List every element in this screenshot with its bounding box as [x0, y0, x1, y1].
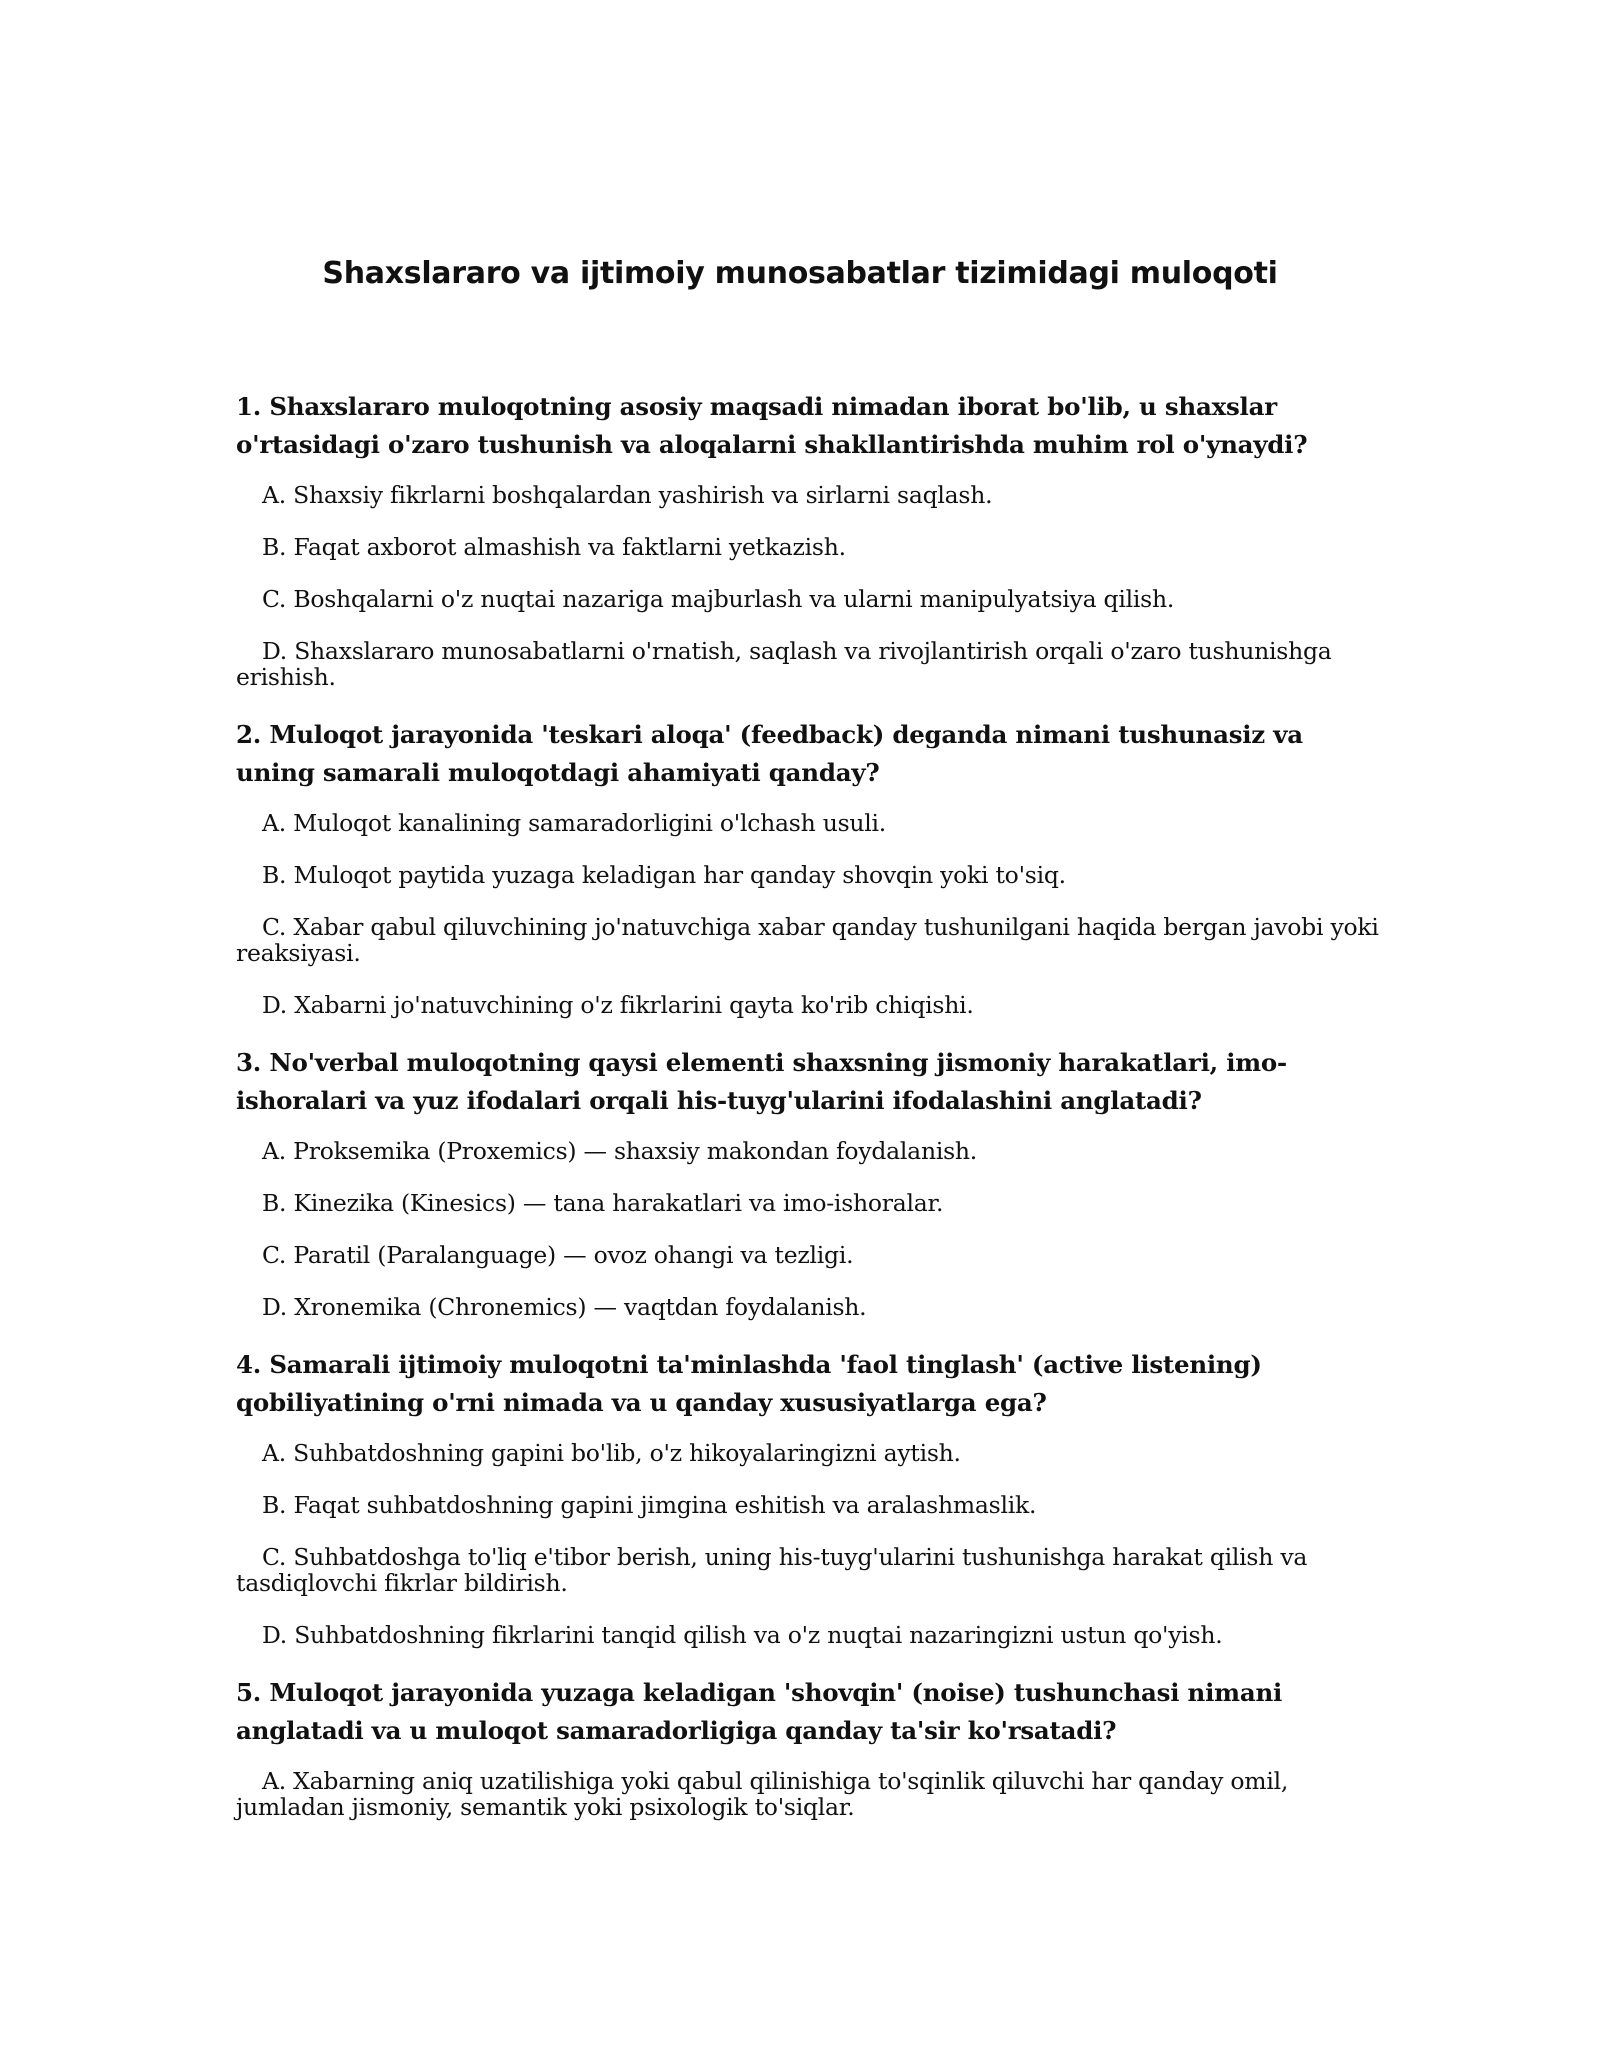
answer-option-c: C. Suhbatdoshga to'liq e'tibor berish, uning his-tuyg'ularini tushunishga harakat qilish va tasdiqlovchi fikrlar bildirish. [236, 1543, 1308, 1597]
answer-option-b: B. Kinezika (Kinesics) — tana harakatlari va imo-ishoralar. [262, 1189, 944, 1217]
answer-option-c: C. Paratil (Paralanguage) — ovoz ohangi va tezligi. [262, 1241, 854, 1269]
question-text: 1. Shaxslararo muloqotning asosiy maqsadi nimadan iborat bo'lib, u shaxslar o'rtasidagi o'zaro tushunish va aloqalarni shakllantirishda muhim rol o'ynaydi? [236, 392, 1308, 459]
question-4 [236, 1346, 1386, 1648]
question-list [236, 388, 1386, 1846]
question-2 [236, 716, 1386, 1018]
answer-option-a: A. Shaxsiy fikrlarni boshqalardan yashirish va sirlarni saqlash. [262, 481, 993, 509]
answer-option-d: D. Shaxslararo munosabatlarni o'rnatish, saqlash va rivojlantirish orqali o'zaro tushunishga erishish. [236, 637, 1332, 691]
answer-option-b: B. Faqat axborot almashish va faktlarni yetkazish. [262, 533, 846, 561]
question-text: 3. No'verbal muloqotning qaysi elementi shaxsning jismoniy harakatlari, imo-ishoralari va yuz ifodalari orqali his-tuyg'ularini ifodalashini anglatadi? [236, 1048, 1287, 1115]
answer-option-c: C. Xabar qabul qiluvchining jo'natuvchiga xabar qanday tushunilgani haqida bergan javobi yoki reaksiyasi. [236, 913, 1379, 967]
question-text: 4. Samarali ijtimoiy muloqotni ta'minlashda 'faol tinglash' (active listening) qobiliyatining o'rni nimada va u qanday xususiyatlarga ega? [236, 1350, 1262, 1417]
answer-option-b: B. Muloqot paytida yuzaga keladigan har qanday shovqin yoki to'siq. [262, 861, 1066, 889]
answer-option-a: A. Muloqot kanalining samaradorligini o'lchash usuli. [262, 809, 887, 837]
question-3 [236, 1044, 1386, 1320]
answer-option-d: D. Xabarni jo'natuvchining o'z fikrlarini qayta ko'rib chiqishi. [262, 991, 974, 1019]
answer-option-b: B. Faqat suhbatdoshning gapini jimgina eshitish va aralashmaslik. [262, 1491, 1037, 1519]
question-1 [236, 388, 1386, 690]
answer-option-c: C. Boshqalarni o'z nuqtai nazariga majburlash va ularni manipulyatsiya qilish. [262, 585, 1175, 613]
answer-option-d: D. Xronemika (Chronemics) — vaqtdan foydalanish. [262, 1293, 867, 1321]
answer-option-a: A. Xabarning aniq uzatilishiga yoki qabul qilinishiga to'sqinlik qiluvchi har qanday omil, jumladan jismoniy, semantik yoki psixologik to'siqlar. [236, 1767, 1289, 1821]
question-text: 2. Muloqot jarayonida 'teskari aloqa' (feedback) deganda nimani tushunasiz va uning samarali muloqotdagi ahamiyati qanday? [236, 720, 1303, 787]
answer-option-a: A. Suhbatdoshning gapini bo'lib, o'z hikoyalaringizni aytish. [262, 1439, 961, 1467]
question-5 [236, 1674, 1386, 1820]
answer-option-a: A. Proksemika (Proxemics) — shaxsiy makondan foydalanish. [262, 1137, 978, 1165]
page-title: Shaxslararo va ijtimoiy munosabatlar tizimidagi muloqoti [322, 256, 1278, 291]
answer-option-d: D. Suhbatdoshning fikrlarini tanqid qilish va o'z nuqtai nazaringizni ustun qo'yish. [262, 1621, 1223, 1649]
question-text: 5. Muloqot jarayonida yuzaga keladigan 'shovqin' (noise) tushunchasi nimani anglatadi va u muloqot samaradorligiga qanday ta'sir ko'rsatadi? [236, 1678, 1283, 1745]
